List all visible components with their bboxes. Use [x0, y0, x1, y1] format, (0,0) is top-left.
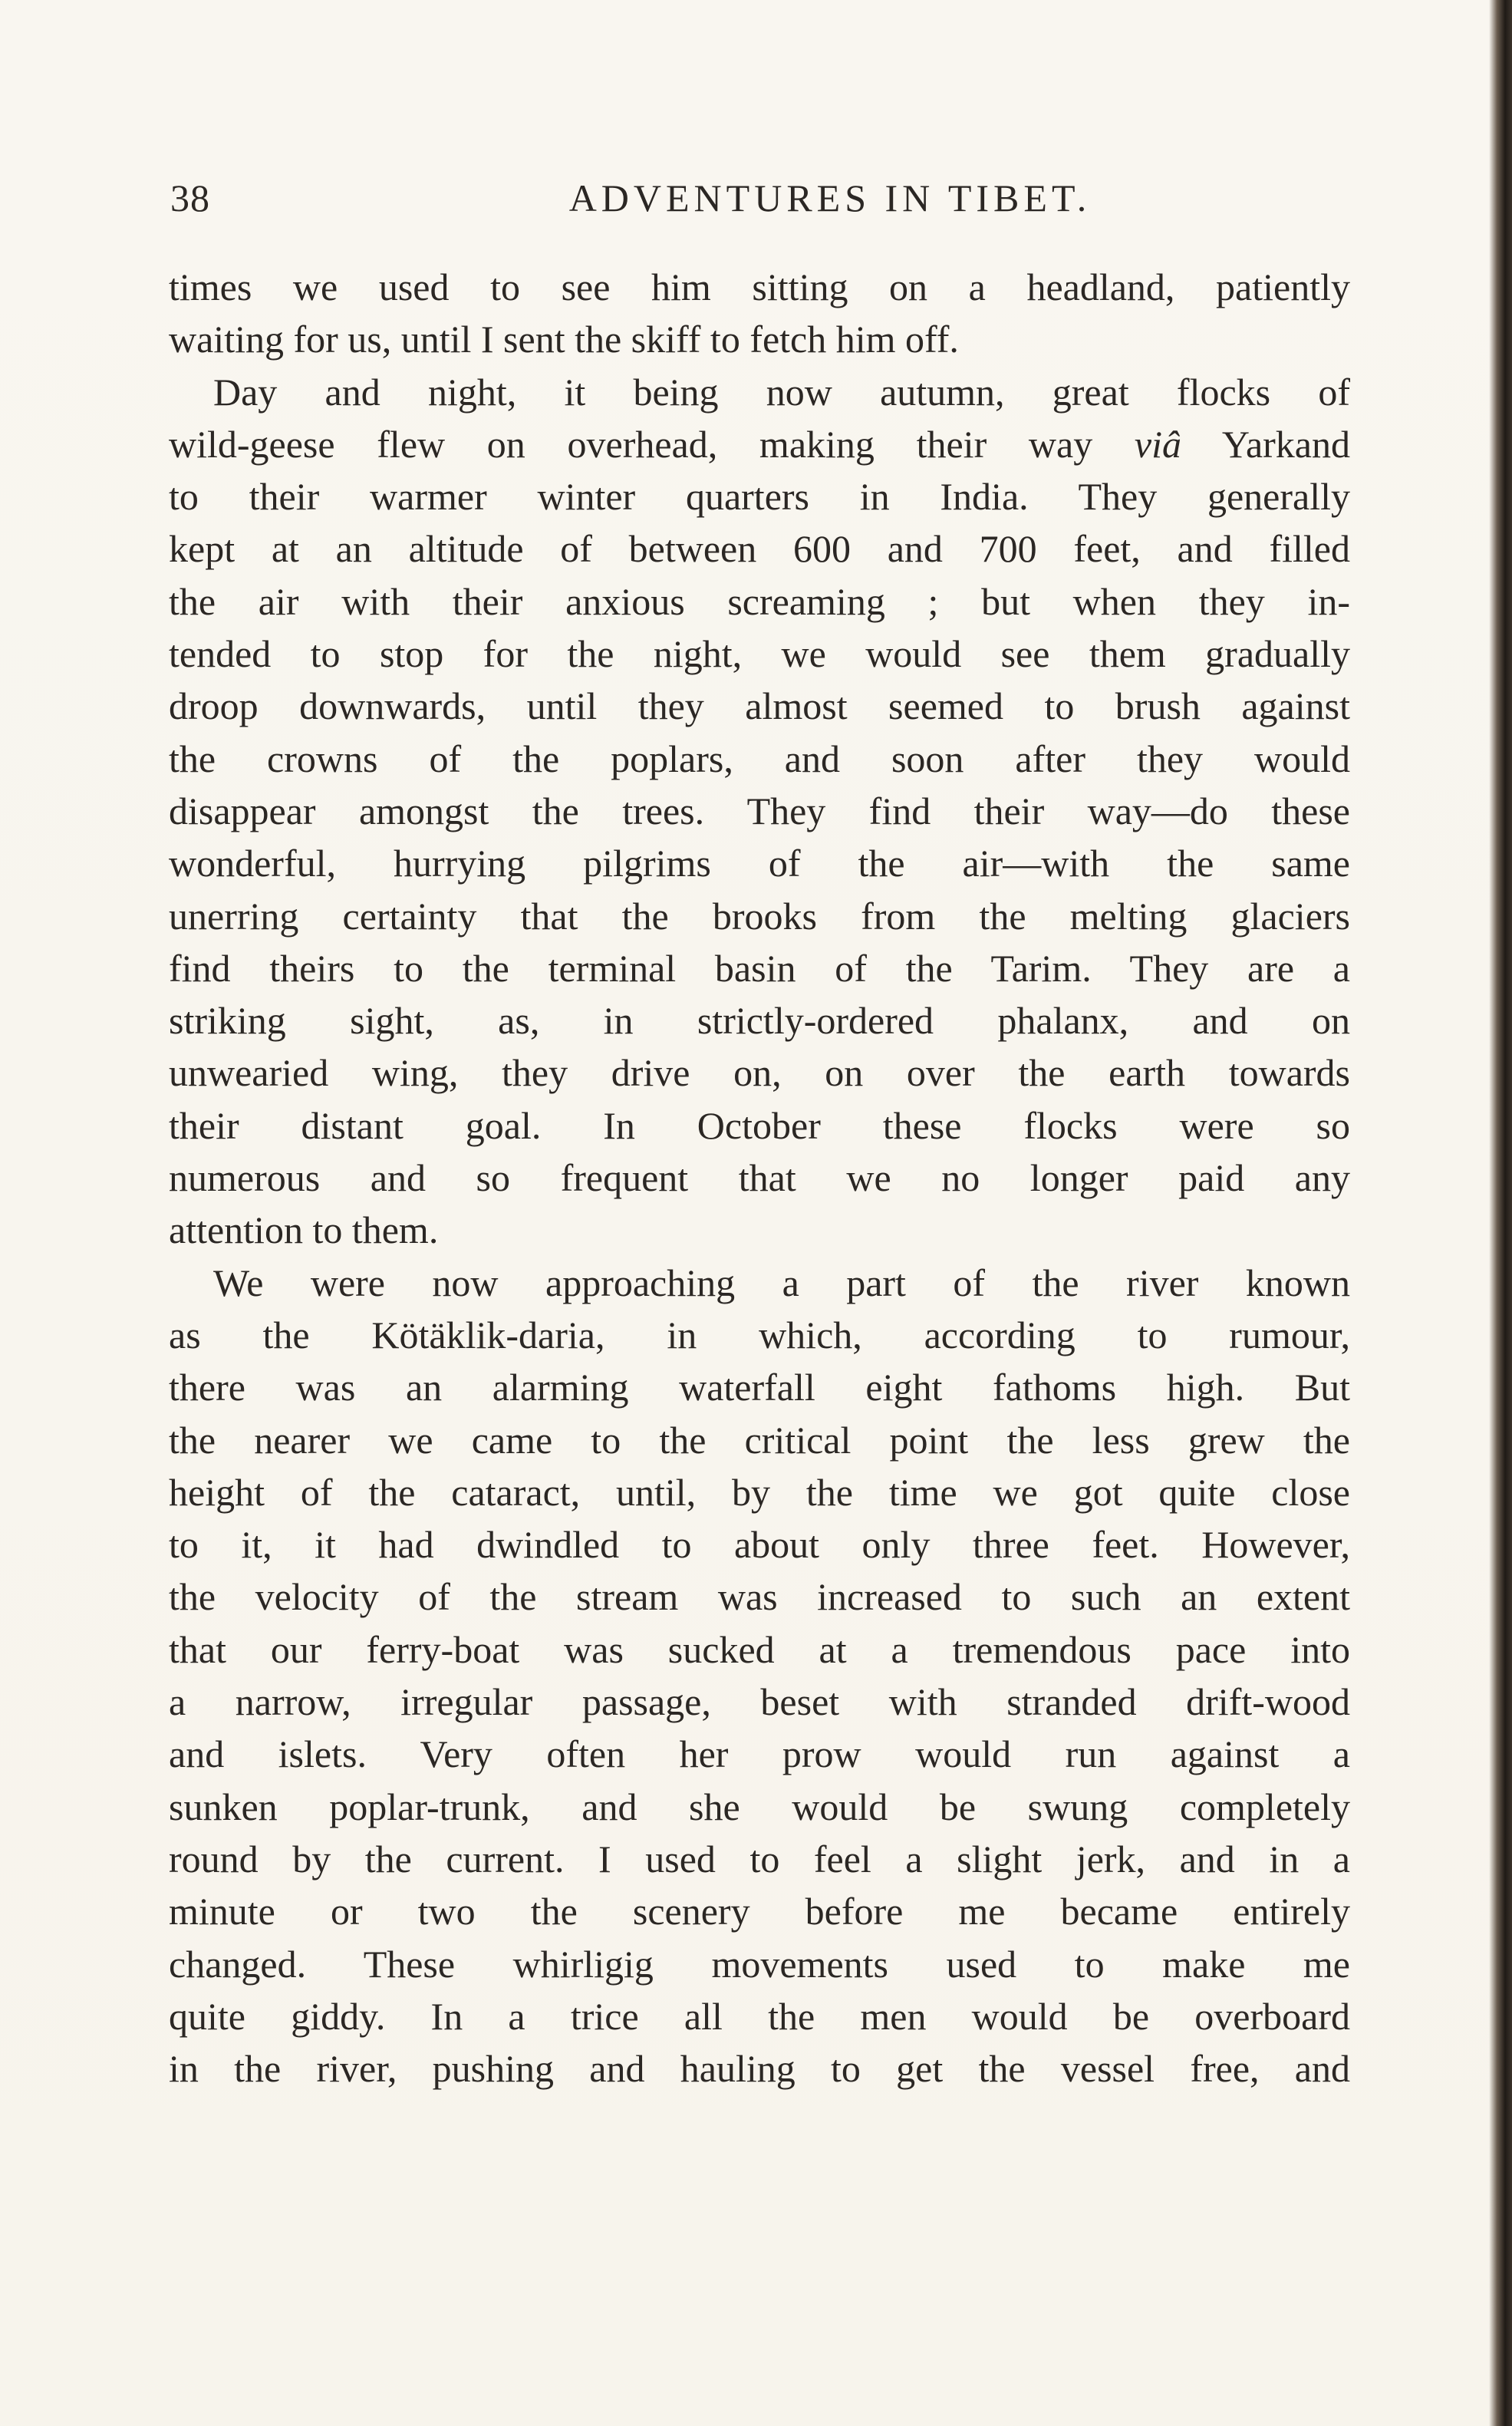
text-line: Day and night, it being now autumn, great flocks of	[213, 370, 1350, 414]
text-line: to their warmer winter quarters in India. They generally	[169, 475, 1350, 519]
text-line: height of the cataract, until, by the time we got quite close	[169, 1470, 1350, 1514]
text-line: numerous and so frequent that we no longer paid any	[169, 1156, 1350, 1200]
text-line: sunken poplar-trunk, and she would be swung completely	[169, 1785, 1350, 1828]
text-line: tended to stop for the night, we would see them gradually	[169, 632, 1350, 676]
text-line: waiting for us, until I sent the skiff to fetch him off.	[169, 318, 959, 361]
text-line: disappear amongst the trees. They find their way—do these	[169, 789, 1350, 832]
text-line: minute or two the scenery before me became entirely	[169, 1890, 1350, 1933]
text-line: changed. These whirligig movements used to make me	[169, 1942, 1350, 1986]
page-header	[170, 175, 1352, 236]
text-line: the nearer we came to the critical point the less grew the	[169, 1418, 1350, 1462]
text-line: attention to them.	[169, 1208, 439, 1252]
text-line: striking sight, as, in strictly-ordered phalanx, and on	[169, 999, 1350, 1043]
text-line: the air with their anxious screaming ; but when they in-	[169, 579, 1350, 623]
text-line: kept at an altitude of between 600 and 700 feet, and filled	[169, 527, 1350, 571]
italic-word: viâ	[1134, 422, 1181, 466]
text-line: times we used to see him sitting on a headland, patiently	[169, 265, 1350, 308]
text-line: round by the current. I used to feel a slight jerk, and in a	[169, 1837, 1350, 1880]
text-line: unerring certainty that the brooks from the melting glaciers	[169, 894, 1350, 938]
text-line: droop downwards, until they almost seemed to brush against	[169, 684, 1350, 728]
text-line: a narrow, irregular passage, beset with stranded drift-wood	[169, 1680, 1350, 1724]
text-line: in the river, pushing and hauling to get the vessel free, and	[169, 2047, 1350, 2091]
text-line: the velocity of the stream was increased to such an extent	[169, 1575, 1350, 1619]
text-line: We were now approaching a part of the river known	[213, 1261, 1350, 1304]
text-line: that our ferry-boat was sucked at a tremendous pace into	[169, 1627, 1350, 1671]
text-line: to it, it had dwindled to about only three feet. However,	[169, 1523, 1350, 1567]
text-line: wonderful, hurrying pilgrims of the air—with the same	[169, 842, 1350, 885]
text-line: wild-geese flew on overhead, making their way viâ Yarkand	[169, 422, 1350, 466]
text-line: find theirs to the terminal basin of the Tarim. They are a	[169, 946, 1350, 990]
page-number: 38	[170, 176, 210, 219]
text-line: unwearied wing, they drive on, on over the earth towards	[169, 1051, 1350, 1095]
text-line: quite giddy. In a trice all the men would be overboard	[169, 1994, 1350, 2038]
text-line: there was an alarming waterfall eight fathoms high. But	[169, 1366, 1350, 1409]
text-line: their distant goal. In October these flocks were so	[169, 1103, 1350, 1147]
text-line: the crowns of the poplars, and soon after they would	[169, 737, 1350, 780]
body-text	[169, 261, 1350, 2095]
text-line: and islets. Very often her prow would run against a	[169, 1732, 1350, 1776]
book-binding-edge	[1489, 0, 1512, 2426]
text-line: as the Kötäklik-daria, in which, according to rumour,	[169, 1313, 1350, 1356]
running-head: ADVENTURES IN TIBET.	[568, 176, 1092, 219]
